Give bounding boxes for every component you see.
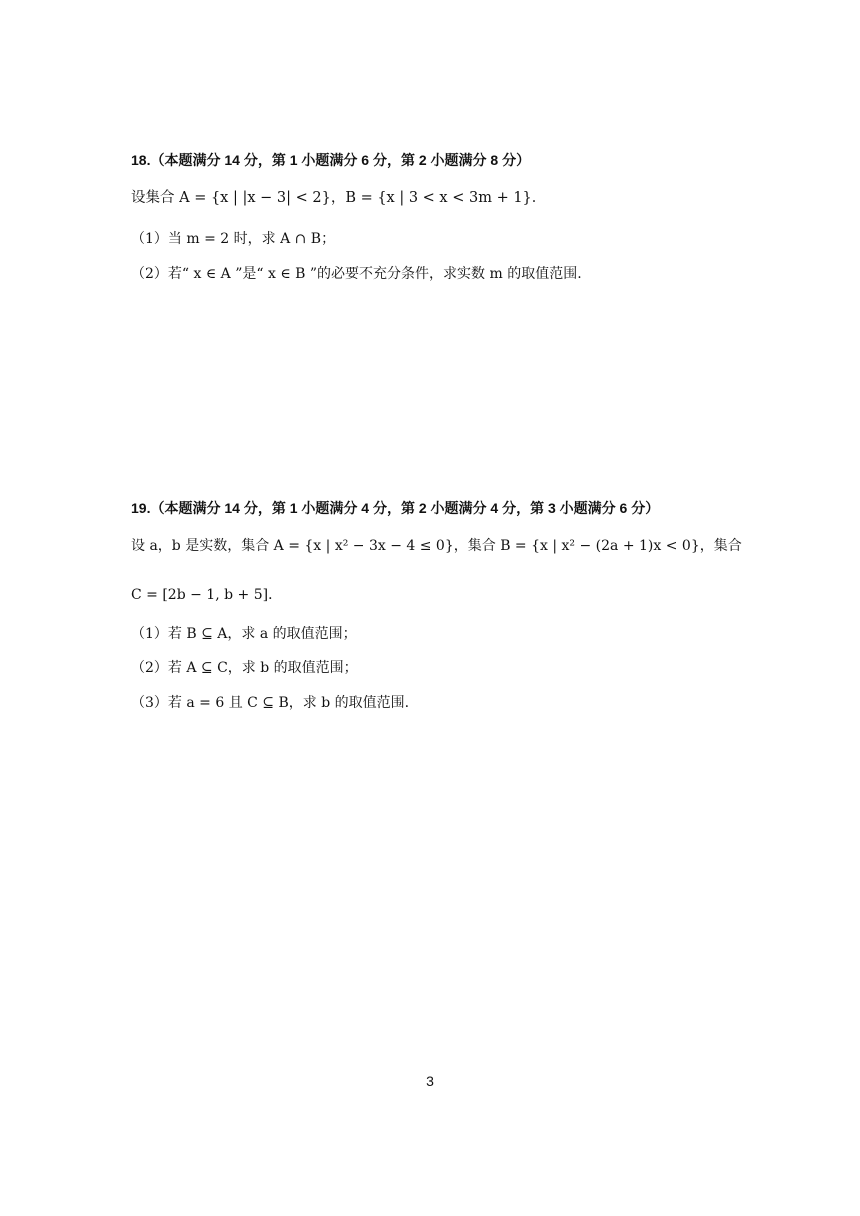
question-19-stem-line-2: C = [2b − 1, b + 5]． bbox=[131, 587, 283, 603]
question-18-part-1: （1）当 m = 2 时，求 A ∩ B； bbox=[131, 231, 336, 247]
question-18-stem: 设集合 A = {x | |x − 3| < 2}，B = {x | 3 < x < 3m + 1}． bbox=[131, 190, 547, 206]
question-19-part-2: （2）若 A ⊆ C，求 b 的取值范围； bbox=[131, 660, 358, 676]
question-18-title: 18.（本题满分 14 分，第 1 小题满分 6 分，第 2 小题满分 8 分） bbox=[131, 152, 531, 168]
question-19-stem-line-1: 设 a，b 是实数，集合 A = {x | x² − 3x − 4 ≤ 0}，集合 B = {x | x² − (2a + 1)x < 0}，集合 bbox=[131, 538, 742, 554]
question-19-part-3: （3）若 a = 6 且 C ⊆ B，求 b 的取值范围. bbox=[131, 695, 410, 711]
page-number: 3 bbox=[426, 1073, 434, 1089]
question-19-title: 19.（本题满分 14 分，第 1 小题满分 4 分，第 2 小题满分 4 分，第 3 小题满分 6 分） bbox=[131, 500, 660, 516]
question-19-part-1: （1）若 B ⊆ A，求 a 的取值范围； bbox=[131, 626, 357, 642]
question-18-part-2: （2）若“ x ∈ A ”是“ x ∈ B ”的必要不充分条件，求实数 m 的取值范围. bbox=[131, 266, 582, 282]
